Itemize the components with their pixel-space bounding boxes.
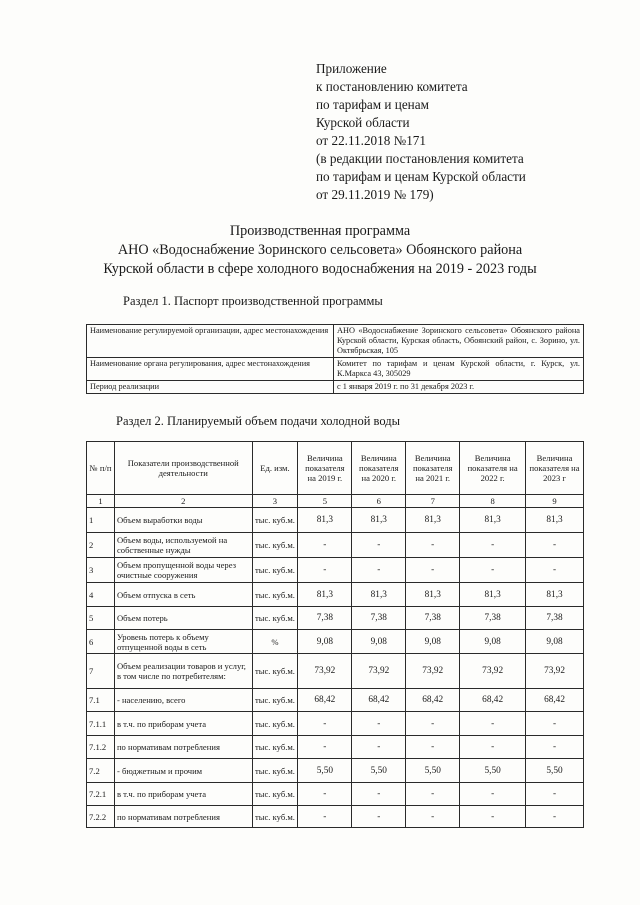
table-row (87, 358, 584, 381)
column-number-row (87, 495, 584, 508)
value-cell: - (406, 783, 460, 806)
column-number: 9 (526, 495, 584, 508)
unit-cell: тыс. куб.м. (252, 558, 298, 583)
row-number: 1 (87, 508, 115, 533)
indicator-name: Объем потерь (114, 607, 252, 630)
value-cell: 73,92 (298, 654, 352, 689)
value-cell: - (460, 736, 526, 759)
value-cell: - (352, 806, 406, 828)
table-row (87, 759, 584, 783)
value-cell: - (406, 558, 460, 583)
value-cell: 73,92 (406, 654, 460, 689)
indicator-name: по нормативам потребления (114, 806, 252, 828)
unit-cell: тыс. куб.м. (252, 583, 298, 607)
value-cell: 7,38 (352, 607, 406, 630)
column-number: 5 (298, 495, 352, 508)
title-line: Производственная программа (229, 223, 411, 239)
value-cell: 5,50 (526, 759, 584, 783)
table-row (87, 712, 584, 736)
indicator-name: Объем воды, используемой на собственные нужды (114, 533, 252, 558)
value-cell: 68,42 (460, 689, 526, 712)
unit-cell: тыс. куб.м. (252, 533, 298, 558)
row-number: 7.1 (87, 689, 115, 712)
value-cell: 9,08 (298, 630, 352, 654)
column-header: Величина показателя на 2021 г. (406, 442, 460, 495)
unit-cell: тыс. куб.м. (252, 806, 298, 828)
value-cell: - (526, 558, 584, 583)
value-cell: 81,3 (406, 583, 460, 607)
table-row (87, 630, 584, 654)
value-cell: - (352, 783, 406, 806)
value-cell: 7,38 (406, 607, 460, 630)
table-row (87, 689, 584, 712)
passport-value: АНО «Водоснабжение Зоринского сельсовета» Обоянского района Курской области, Курская область, Обоянский район, с. Зорино, ул. Октябрьская, 105 (334, 325, 584, 358)
indicator-name: Объем пропущенной воды через очистные сооружения (114, 558, 252, 583)
passport-value: с 1 января 2019 г. по 31 декабря 2023 г. (334, 381, 584, 394)
passport-table (86, 324, 584, 394)
indicator-name: Объем отпуска в сеть (114, 583, 252, 607)
column-number: 1 (87, 495, 115, 508)
table-row (87, 607, 584, 630)
value-cell: 9,08 (460, 630, 526, 654)
value-cell: - (460, 783, 526, 806)
value-cell: - (526, 533, 584, 558)
value-cell: - (352, 533, 406, 558)
value-cell: - (352, 736, 406, 759)
value-cell: - (406, 736, 460, 759)
document-title (0, 222, 640, 279)
value-cell: 7,38 (526, 607, 584, 630)
value-cell: 9,08 (352, 630, 406, 654)
value-cell: 7,38 (298, 607, 352, 630)
indicator-name: в т.ч. по приборам учета (114, 783, 252, 806)
table-row (87, 508, 584, 533)
appendix-line: по тарифам и ценам Курской области (316, 169, 526, 184)
row-number: 7 (87, 654, 115, 689)
column-header: Величина показателя на 2022 г. (460, 442, 526, 495)
value-cell: - (298, 783, 352, 806)
volume-table (86, 441, 584, 828)
indicator-name: по нормативам потребления (114, 736, 252, 759)
value-cell: - (460, 558, 526, 583)
value-cell: - (406, 806, 460, 828)
value-cell: 73,92 (526, 654, 584, 689)
appendix-line: (в редакции постановления комитета (316, 151, 524, 166)
appendix-line: по тарифам и ценам (316, 97, 429, 112)
table-header-row (87, 442, 584, 495)
column-number: 7 (406, 495, 460, 508)
value-cell: 81,3 (352, 508, 406, 533)
value-cell: - (460, 712, 526, 736)
value-cell: - (352, 558, 406, 583)
value-cell: 81,3 (460, 508, 526, 533)
section1-heading: Раздел 1. Паспорт производственной программы (123, 294, 383, 308)
unit-cell: тыс. куб.м. (252, 712, 298, 736)
unit-cell: тыс. куб.м. (252, 607, 298, 630)
table-row (87, 806, 584, 828)
value-cell: - (298, 736, 352, 759)
value-cell: 81,3 (298, 583, 352, 607)
value-cell: - (352, 712, 406, 736)
value-cell: 81,3 (406, 508, 460, 533)
passport-label: Наименование регулируемой организации, адрес местонахождения (87, 325, 334, 358)
value-cell: - (526, 806, 584, 828)
row-number: 7.2.1 (87, 783, 115, 806)
column-number: 3 (252, 495, 298, 508)
value-cell: 81,3 (298, 508, 352, 533)
row-number: 7.2 (87, 759, 115, 783)
value-cell: 68,42 (298, 689, 352, 712)
row-number: 4 (87, 583, 115, 607)
column-number: 8 (460, 495, 526, 508)
value-cell: 81,3 (526, 508, 584, 533)
value-cell: 81,3 (526, 583, 584, 607)
passport-label: Период реализации (87, 381, 334, 394)
value-cell: 5,50 (298, 759, 352, 783)
value-cell: - (526, 783, 584, 806)
unit-cell: тыс. куб.м. (252, 654, 298, 689)
column-header: Показатели производственной деятельности (114, 442, 252, 495)
appendix-block (316, 60, 526, 204)
row-number: 7.1.1 (87, 712, 115, 736)
column-header: Величина показателя на 2020 г. (352, 442, 406, 495)
unit-cell: тыс. куб.м. (252, 689, 298, 712)
indicator-name: - бюджетным и прочим (114, 759, 252, 783)
indicator-name: Объем реализации товаров и услуг, в том числе по потребителям: (114, 654, 252, 689)
unit-cell: тыс. куб.м. (252, 508, 298, 533)
section2-heading: Раздел 2. Планируемый объем подачи холодной воды (116, 414, 401, 428)
column-header: Величина показателя на 2023 г (526, 442, 584, 495)
value-cell: 73,92 (352, 654, 406, 689)
value-cell: 68,42 (406, 689, 460, 712)
row-number: 6 (87, 630, 115, 654)
appendix-line: от 29.11.2019 № 179) (316, 187, 434, 202)
row-number: 7.2.2 (87, 806, 115, 828)
value-cell: - (298, 533, 352, 558)
indicator-name: Объем выработки воды (114, 508, 252, 533)
row-number: 7.1.2 (87, 736, 115, 759)
value-cell: 73,92 (460, 654, 526, 689)
value-cell: 81,3 (352, 583, 406, 607)
column-number: 2 (114, 495, 252, 508)
title-line: АНО «Водоснабжение Зоринского сельсовета» Обоянского района (117, 242, 523, 258)
value-cell: 5,50 (406, 759, 460, 783)
value-cell: - (298, 712, 352, 736)
table-row (87, 583, 584, 607)
table-row (87, 783, 584, 806)
value-cell: 81,3 (460, 583, 526, 607)
unit-cell: тыс. куб.м. (252, 759, 298, 783)
row-number: 2 (87, 533, 115, 558)
column-number: 6 (352, 495, 406, 508)
value-cell: 5,50 (460, 759, 526, 783)
value-cell: - (460, 533, 526, 558)
unit-cell: тыс. куб.м. (252, 783, 298, 806)
passport-value: Комитет по тарифам и ценам Курской области, г. Курск, ул. К.Маркса 43, 305029 (334, 358, 584, 381)
table-row (87, 325, 584, 358)
value-cell: 5,50 (352, 759, 406, 783)
appendix-line: к постановлению комитета (316, 79, 468, 94)
indicator-name: Уровень потерь к объему отпущенной воды в сеть (114, 630, 252, 654)
appendix-line: Приложение (316, 61, 387, 76)
table-row (87, 381, 584, 394)
indicator-name: - населению, всего (114, 689, 252, 712)
unit-cell: % (252, 630, 298, 654)
column-header: № п/п (87, 442, 115, 495)
row-number: 5 (87, 607, 115, 630)
value-cell: 7,38 (460, 607, 526, 630)
value-cell: - (298, 558, 352, 583)
value-cell: - (406, 533, 460, 558)
value-cell: 9,08 (406, 630, 460, 654)
value-cell: 68,42 (526, 689, 584, 712)
table-row (87, 558, 584, 583)
value-cell: - (526, 736, 584, 759)
table-row (87, 736, 584, 759)
value-cell: 9,08 (526, 630, 584, 654)
unit-cell: тыс. куб.м. (252, 736, 298, 759)
table-row (87, 654, 584, 689)
value-cell: - (526, 712, 584, 736)
appendix-line: Курской области (316, 115, 410, 130)
column-header: Ед. изм. (252, 442, 298, 495)
passport-label: Наименование органа регулирования, адрес местонахождения (87, 358, 334, 381)
value-cell: - (460, 806, 526, 828)
value-cell: - (298, 806, 352, 828)
appendix-line: от 22.11.2018 №171 (316, 133, 426, 148)
table-row (87, 533, 584, 558)
column-header: Величина показателя на 2019 г. (298, 442, 352, 495)
title-line: Курской области в сфере холодного водоснабжения на 2019 - 2023 годы (103, 261, 537, 277)
value-cell: 68,42 (352, 689, 406, 712)
row-number: 3 (87, 558, 115, 583)
indicator-name: в т.ч. по приборам учета (114, 712, 252, 736)
value-cell: - (406, 712, 460, 736)
